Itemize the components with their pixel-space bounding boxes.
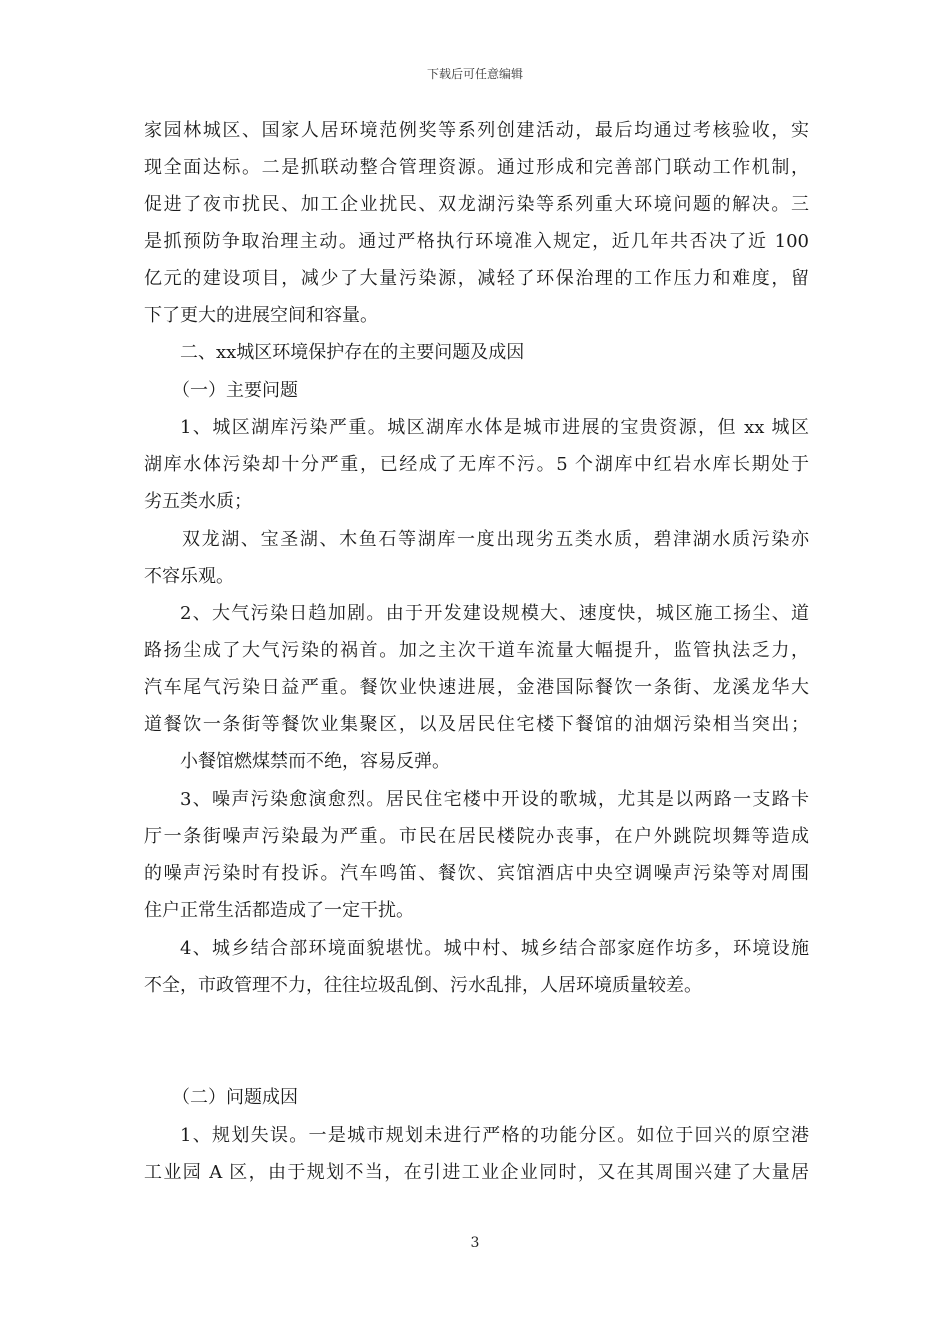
text-line: 家园林城区、国家人居环境范例奖等系列创建活动，最后均通过考核验收，实 <box>144 120 809 141</box>
text-line: 劣五类水质； <box>144 491 252 512</box>
text-line: 路扬尘成了大气污染的祸首。加之主次干道车流量大幅提升，监管执法乏力， <box>144 640 809 661</box>
text-line: 的噪声污染时有投诉。汽车鸣笛、餐饮、宾馆酒店中央空调噪声污染等对周围 <box>144 863 809 884</box>
text-line: 小餐馆燃煤禁而不绝，容易反弹。 <box>180 751 450 772</box>
text-line: 汽车尾气污染日益严重。餐饮业快速进展，金港国际餐饮一条街、龙溪龙华大 <box>144 677 809 698</box>
page-number: 3 <box>470 1235 480 1251</box>
text-line: 厅一条街噪声污染最为严重。市民在居民楼院办丧事，在户外跳院坝舞等造成 <box>144 826 809 847</box>
text-line: 道餐饮一条街等餐饮业集聚区，以及居民住宅楼下餐馆的油烟污染相当突出； <box>144 714 809 735</box>
text-line: 是抓预防争取治理主动。通过严格执行环境准入规定，近几年共否决了近 100 <box>144 231 809 252</box>
text-line: 3、噪声污染愈演愈烈。居民住宅楼中开设的歌城，尤其是以两路一支路卡 <box>180 789 809 810</box>
page-header-note: 下载后可任意编辑 <box>426 67 523 81</box>
text-line: 促进了夜市扰民、加工企业扰民、双龙湖污染等系列重大环境问题的解决。三 <box>144 194 809 215</box>
text-line: 下了更大的进展空间和容量。 <box>144 305 378 326</box>
text-line: 住户正常生活都造成了一定干扰。 <box>144 900 414 921</box>
text-line: 1、城区湖库污染严重。城区湖库水体是城市进展的宝贵资源，但 xx 城区 <box>180 417 809 438</box>
text-line: （一）主要问题 <box>172 380 298 401</box>
text-line: 4、城乡结合部环境面貌堪忧。城中村、城乡结合部家庭作坊多，环境设施 <box>180 938 809 959</box>
text-line: 工业园 A 区，由于规划不当，在引进工业企业同时，又在其周围兴建了大量居 <box>144 1162 809 1183</box>
text-line: 二、xx城区环境保护存在的主要问题及成因 <box>180 342 525 363</box>
text-line: 不全，市政管理不力，往往垃圾乱倒、污水乱排，人居环境质量较差。 <box>144 975 702 996</box>
text-line: 双龙湖、宝圣湖、木鱼石等湖库一度出现劣五类水质，碧津湖水质污染亦 <box>182 529 809 550</box>
text-line: （二）问题成因 <box>172 1087 298 1108</box>
text-line: 2、大气污染日趋加剧。由于开发建设规模大、速度快，城区施工扬尘、道 <box>180 603 809 624</box>
text-line: 亿元的建设项目，减少了大量污染源，减轻了环保治理的工作压力和难度，留 <box>144 268 809 289</box>
text-line: 湖库水体污染却十分严重，已经成了无库不污。5 个湖库中红岩水库长期处于 <box>144 454 809 475</box>
text-line: 现全面达标。二是抓联动整合管理资源。通过形成和完善部门联动工作机制， <box>144 157 809 178</box>
text-line: 不容乐观。 <box>144 566 234 587</box>
text-line: 1、规划失误。一是城市规划未进行严格的功能分区。如位于回兴的原空港 <box>180 1125 809 1146</box>
